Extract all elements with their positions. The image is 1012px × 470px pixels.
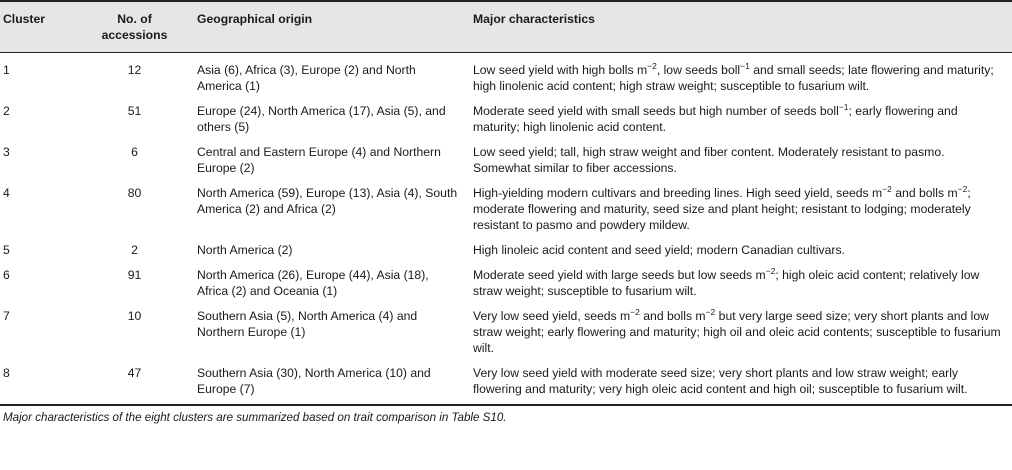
- table-row: [0, 53, 1012, 100]
- cell-characteristics: Low seed yield with high bolls $m^{-2}$, low seeds boll$^{-1}$ and small seeds; late flowering and maturity; high linolenic acid content; high straw weight; susceptible to fusarium wilt.: [473, 60, 994, 93]
- cell-accessions: 2: [131, 243, 138, 257]
- cell-cluster: 2: [3, 104, 10, 118]
- superscript-exponent: −2: [647, 60, 657, 71]
- cell-characteristics: Low seed yield; tall, high straw weight and fiber content. Moderately resistant to pasmo. Somewhat similar to fiber accessions.: [473, 145, 945, 175]
- cell-origin: Europe (24), North America (17), Asia (5), and others (5): [197, 104, 446, 134]
- header-accessions: No. of accessions: [101, 12, 168, 42]
- cell-characteristics: Very low seed yield, seeds $m^{-2}$ and bolls $m^{-2}$ but very large seed size; very short plants and low straw weight; early flowering and maturity; high oil and oleic acid contents; susceptible to fusarium wilt.: [473, 306, 1001, 355]
- cell-accessions: 91: [127, 268, 142, 282]
- table-row: [0, 140, 1012, 181]
- cell-cluster: 8: [3, 366, 10, 380]
- header-origin: Geographical origin: [197, 12, 313, 26]
- superscript-exponent: −2: [957, 183, 968, 194]
- table-row: [0, 304, 1012, 361]
- cell-cluster: 4: [3, 186, 10, 200]
- cell-origin: Asia (6), Africa (3), Europe (2) and North America (1): [197, 63, 416, 93]
- cell-cluster: 7: [3, 309, 10, 323]
- cell-characteristics: Very low seed yield with moderate seed size; very short plants and low straw weight; early flowering and maturity; very high oleic acid content and high oil; susceptible to fusarium wilt.: [473, 366, 968, 396]
- cell-accessions: 6: [131, 145, 138, 159]
- cell-accessions: 80: [127, 186, 142, 200]
- header-characteristics: Major characteristics: [473, 12, 595, 26]
- cell-origin: Southern Asia (5), North America (4) and Northern Europe (1): [197, 309, 418, 339]
- cell-accessions: 12: [127, 63, 142, 77]
- cell-characteristics: Moderate seed yield with small seeds but high number of seeds boll$^{-1}$; early flowering and maturity; high linolenic acid content.: [473, 101, 958, 134]
- cell-characteristics: High-yielding modern cultivars and breeding lines. High seed yield, seeds $m^{-2}$ and bolls $m^{-2}$; moderate flowering and maturity, seed size and plant height; resistant to lodging; moderately resistant to pasmo and powdery mildew.: [473, 183, 971, 232]
- table-body: [0, 53, 1012, 406]
- cell-origin: North America (26), Europe (44), Asia (18), Africa (2) and Oceania (1): [197, 268, 429, 298]
- superscript-exponent: −2: [882, 183, 892, 194]
- cell-characteristics: High linoleic acid content and seed yield; modern Canadian cultivars.: [473, 243, 845, 257]
- superscript-exponent: −2: [705, 306, 716, 317]
- cell-accessions: 47: [127, 366, 142, 380]
- cell-accessions: 51: [127, 104, 142, 118]
- superscript-exponent: −1: [838, 101, 849, 112]
- cell-cluster: 3: [3, 145, 10, 159]
- cell-origin: Southern Asia (30), North America (10) and Europe (7): [197, 366, 431, 396]
- table-row: [0, 181, 1012, 238]
- table-header-row: [0, 1, 1012, 53]
- table-row: [0, 361, 1012, 405]
- cell-cluster: 1: [3, 63, 10, 77]
- cell-origin: North America (59), Europe (13), Asia (4), South America (2) and Africa (2): [197, 186, 458, 216]
- cell-origin: North America (2): [197, 243, 293, 257]
- table-row: [0, 263, 1012, 304]
- table-row: [0, 238, 1012, 263]
- cell-cluster: 6: [3, 268, 10, 282]
- cell-accessions: 10: [127, 309, 142, 323]
- table-row: [0, 99, 1012, 140]
- superscript-exponent: −1: [740, 60, 750, 71]
- table-footnote: Major characteristics of the eight clusters are summarized based on trait comparison in Table S10.: [3, 411, 507, 424]
- cell-cluster: 5: [3, 243, 10, 257]
- cell-characteristics: Moderate seed yield with large seeds but low seeds $m^{-2}$; high oleic acid content; relatively low straw weight; susceptible to fusarium wilt.: [473, 265, 980, 298]
- header-cluster: Cluster: [3, 12, 45, 26]
- cell-origin: Central and Eastern Europe (4) and Northern Europe (2): [197, 145, 441, 175]
- superscript-exponent: −2: [630, 306, 640, 317]
- superscript-exponent: −2: [765, 265, 776, 276]
